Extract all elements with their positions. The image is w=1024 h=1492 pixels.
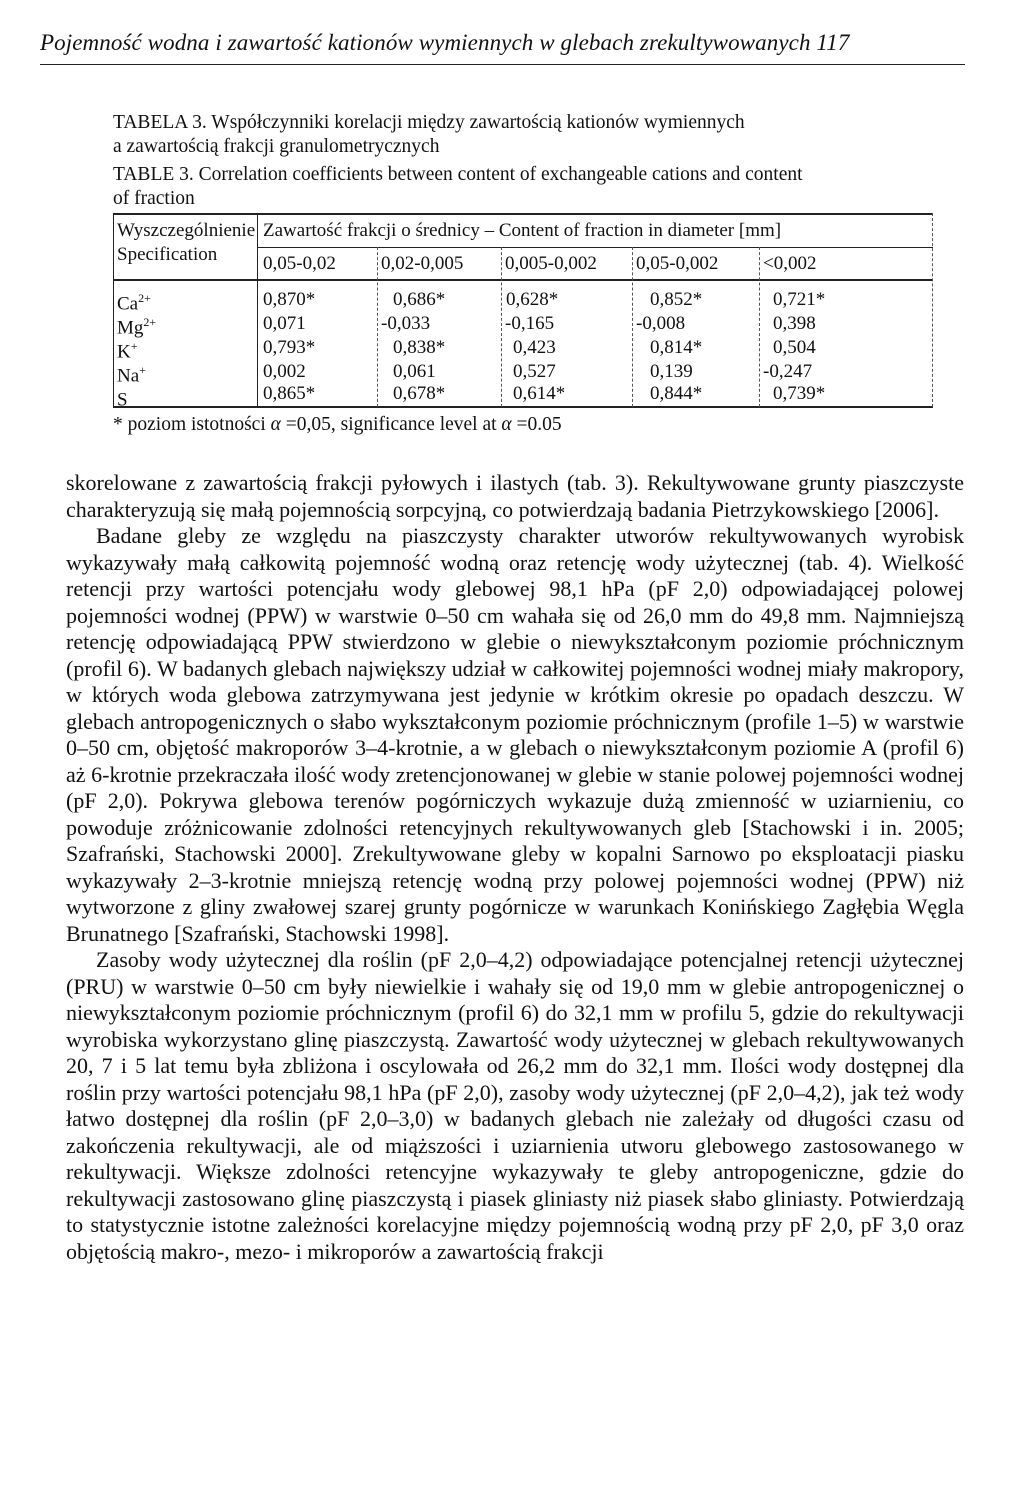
table-cell: 0,814* — [650, 337, 703, 358]
table-cell: 0,061 — [393, 361, 436, 382]
row-label-charge: + — [130, 339, 138, 353]
table-bottom-rule — [113, 406, 933, 408]
row-label-charge: + — [139, 363, 146, 377]
table-cell: 0,844* — [650, 383, 703, 404]
table-cell: 0,793* — [263, 337, 316, 358]
column-header: <0,002 — [763, 253, 817, 274]
row-label: Na — [117, 365, 140, 387]
table-cell: 0,721* — [773, 289, 826, 310]
table-header-rule — [113, 279, 933, 281]
table-cell: 0,423 — [513, 337, 556, 358]
table-cell: 0,614* — [513, 383, 566, 404]
table-cell: -0,008 — [636, 313, 686, 334]
footnote-suffix: =0.05 — [516, 414, 562, 435]
footnote-alpha: α — [270, 414, 281, 435]
table-caption-en: TABLE 3. Correlation coefficients between content of exchangeable cations and content — [113, 164, 803, 185]
table-col2-rule — [377, 247, 378, 407]
table-cell: 0,838* — [393, 337, 446, 358]
table-cell: 0,527 — [513, 361, 556, 382]
column-header: 0,02-0,005 — [381, 253, 464, 274]
table-footnote — [113, 414, 562, 436]
row-label: S — [117, 389, 128, 411]
footnote-alpha-2: α — [501, 414, 512, 435]
table-left-rule — [113, 213, 114, 407]
table-cell: 0,739* — [773, 383, 826, 404]
header-specification-en: Specification — [117, 244, 218, 265]
footnote-middle: =0,05, significance level at — [285, 414, 497, 435]
paragraph-2: Badane gleby ze względu na piaszczysty charakter utworów rekultywowanych wyrobisk wykazywały małą całkowitą pojemność wodną oraz retencję wody użytecznej (tab. 4). Wielkość retencji przy wartości potencjału wody glebowej 98,1 hPa (pF 2,0) odpowiadającej polowej pojemności wodnej (PPW) w warstwie 0–50 cm wahała się od 26,0 mm do 49,8 mm. Najmniejszą retencję odpowiadającą PPW stwierdzono w glebie o niewykształconym poziomie próchnicznym (profil 6). W badanych glebach największy udział w całkowitej pojemności wodnej miały makropory, w których woda glebowa zatrzymywana jest jedynie w krótkim okresie po opadach deszczu. W glebach antropogenicznych o słabo wykształconym poziomie próchnicznym (profile 1–5) w warstwie 0–50 cm, objętość makroporów 3–4-krotnie, a w glebach o niewykształconym poziomie A (profil 6) aż 6-krotnie przekraczała ilość wody zretencjonowanej w glebie w stanie polowej pojemności wodnej (pF 2,0). Pokrywa glebowa terenów pogórniczych wykazuje dużą zmienność w uziarnieniu, co powoduje zróżnicowanie zdolności retencyjnych rekultywowanych gleb [Stachowski i in. 2005; Szafrański, Stachowski 2000]. Zrekultywowane gleby w kopalni Sarnowo po eksploatacji piasku wykazywały 2–3-krotnie mniejszą retencję wodną przy polowej pojemności wodnej (PPW) niż wytworzone z gliny zwałowej szarej grunty pogórnicze w warunkach Konińskiego Zagłębia Węgla Brunatnego [Szafrański, Stachowski 1998]. — [66, 523, 964, 946]
table-top-rule — [113, 213, 933, 215]
table-cell: 0,870* — [263, 289, 316, 310]
table-cell: -0,165 — [505, 313, 555, 334]
table-cell: 0,628* — [506, 289, 559, 310]
table-cell: 0,071 — [263, 313, 306, 334]
correlation-table — [113, 213, 933, 411]
table-cell: 0,504 — [773, 337, 816, 358]
running-header: Pojemność wodna i zawartość kationów wymiennych w glebach zrekultywowanych 117 — [40, 30, 850, 55]
row-label: K — [117, 341, 131, 363]
table-right-rule — [932, 213, 933, 407]
body-text — [66, 470, 964, 1265]
table-cell: 0,139 — [650, 361, 693, 382]
table-col5-rule — [759, 247, 760, 407]
table-col4-rule — [632, 247, 633, 407]
table-cell: 0,678* — [393, 383, 446, 404]
row-label: Mg — [117, 317, 144, 339]
table-cell: 0,865* — [263, 383, 316, 404]
column-header: 0,05-0,02 — [263, 253, 336, 274]
table-cell: 0,002 — [263, 361, 306, 382]
row-label-s — [117, 383, 128, 411]
table-caption-pl: TABELA 3. Współczynniki korelacji między zawartością kationów wymiennych — [113, 112, 745, 133]
table-cell: 0,686* — [393, 289, 446, 310]
table-subheader-rule — [257, 247, 933, 248]
table-caption-pl-cont: a zawartością frakcji granulometrycznych — [113, 136, 440, 157]
table-caption-en-cont: of fraction — [113, 188, 195, 209]
header-fraction-span: Zawartość frakcji o średnicy – Content of fraction in diameter [mm] — [263, 220, 782, 241]
table-cell: -0,247 — [763, 361, 813, 382]
paragraph-3: Zasoby wody użytecznej dla roślin (pF 2,0–4,2) odpowiadające potencjalnej retencji użytecznej (PRU) w warstwie 0–50 cm były niewielkie i wahały się od 19,0 mm w glebie antropogenicznej o niewykształconym poziomie próchnicznym (profil 6) do 32,1 mm w profilu 5, gdzie do rekultywacji wyrobiska wykorzystano glinę piaszczystą. Zawartość wody użytecznej w glebach rekultywowanych 20, 7 i 5 lat temu była zbliżona i oscylowała od 26,2 mm do 32,1 mm. Ilości wody dostępnej dla roślin przy wartości potencjału 98,1 hPa (pF 2,0), zasoby wody użytecznej (pF 2,0–4,2), jak też wody łatwo dostępnej dla roślin (pF 2,0–3,0) w badanych glebach nie zależały od długości czasu od zakończenia rekultywacji, ale od miąższości i uziarnienia utworu glebowego zastosowanego w rekultywacji. Większe zdolności retencyjne wykazywały te gleby antropogeniczne, gdzie do rekultywacji zastosowano glinę piaszczystą i piasek gliniasty niż piasek słabo gliniasty. Potwierdzają to statystycznie istotne zależności korelacyjne między pojemnością wodną przy pF 2,0, pF 3,0 oraz objętością makro-, mezo- i mikroporów a zawartością frakcji — [66, 947, 964, 1264]
paragraph-1: skorelowane z zawartością frakcji pyłowych i ilastych (tab. 3). Rekultywowane grunty piaszczyste charakteryzują się małą pojemnością sorpcyjną, co potwierdzają badania Pietrzykowskiego [2006]. — [66, 470, 964, 522]
header-rule — [40, 64, 965, 65]
table-cell: 0,852* — [650, 289, 703, 310]
table-cell: -0,033 — [381, 313, 431, 334]
table-cell: 0,398 — [773, 313, 816, 334]
table-col1-rule — [257, 213, 258, 407]
row-label-charge: 2+ — [138, 291, 151, 305]
footnote-prefix: * poziom istotności — [113, 414, 266, 435]
column-header: 0,005-0,002 — [505, 253, 597, 274]
table-col3-rule — [501, 247, 502, 407]
row-label-charge: 2+ — [143, 315, 157, 329]
column-header: 0,05-0,002 — [636, 253, 719, 274]
header-specification-pl: Wyszczególnienie — [117, 220, 256, 241]
row-label: Ca — [117, 293, 139, 315]
